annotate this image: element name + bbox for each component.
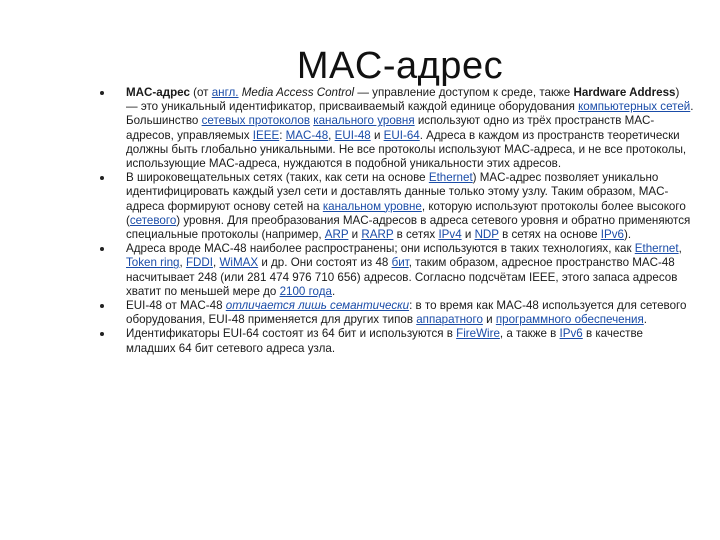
text-run: (от xyxy=(189,86,212,99)
text-link[interactable]: FireWire xyxy=(456,327,500,341)
text-link[interactable]: WiMAX xyxy=(219,256,259,270)
bullet-item xyxy=(98,86,694,171)
text-run: и xyxy=(482,313,496,327)
slide-title: MAC-адрес xyxy=(296,45,504,88)
text-run: используют одно из трёх пространств MAC-адресов, управляемых xyxy=(126,114,655,142)
text-link[interactable]: компьютерных сетей xyxy=(578,100,691,114)
text-run: в сетях на основе xyxy=(498,228,601,242)
text-run: В широковещательных сетях (таких, как сети на основе xyxy=(126,171,429,185)
text-link[interactable]: бит xyxy=(391,256,409,270)
text-run: , xyxy=(213,256,220,270)
text-run: и xyxy=(348,228,362,242)
text-run: , xyxy=(678,242,682,256)
text-link[interactable]: IEEE xyxy=(252,128,280,142)
text-run: Hardware Address xyxy=(573,86,676,99)
text-link[interactable]: Ethernet xyxy=(634,242,679,256)
bullet-item xyxy=(98,171,694,242)
text-link[interactable]: канального уровня xyxy=(313,114,415,128)
bullet-dot-icon xyxy=(100,176,104,180)
text-run: , xyxy=(179,256,186,270)
text-run: Media Access Control xyxy=(241,86,355,99)
text-run: : в то время как MAC-48 используется для сетевого оборудования, EUI-48 применяется для других типов xyxy=(126,299,687,327)
text-link[interactable]: аппаратного xyxy=(416,313,483,327)
text-run: , xyxy=(328,128,335,142)
text-link[interactable]: программного обеспечения xyxy=(495,313,644,327)
bullet-dot-icon xyxy=(100,332,104,336)
text-link[interactable]: RARP xyxy=(361,228,394,242)
text-run: , которую используют протоколы более высокого ( xyxy=(126,199,686,227)
text-link[interactable]: MAC-48 xyxy=(285,128,329,142)
text-run: ) MAC-адрес позволяет уникально идентифицировать каждый узел сети и доставлять данные только этому узлу. Таким образом, MAC-адреса формируют основу сетей на xyxy=(126,171,669,213)
bullet-dot-icon xyxy=(100,91,104,95)
text-run: ) — это уникальный идентификатор, присваиваемый каждой единице оборудования xyxy=(126,86,680,114)
text-run: . xyxy=(643,313,647,327)
bullet-item xyxy=(98,242,694,299)
text-link[interactable]: IPv4 xyxy=(438,228,462,242)
text-link[interactable]: сетевого xyxy=(129,213,177,227)
bullet-dot-icon xyxy=(100,247,104,251)
text-run: , таким образом, адресное пространство MAC-48 насчитывает 248 (или 281 474 976 710 656) адресов. Согласно подсчётам IEEE, этого запаса адресов хватит по меньшей мере до xyxy=(126,256,678,298)
text-run: и xyxy=(461,228,475,242)
text-run: MAC-адрес xyxy=(126,86,190,99)
text-run: . Большинство xyxy=(126,100,694,128)
text-link[interactable]: EUI-48 xyxy=(334,128,371,142)
text-link[interactable]: IPv6 xyxy=(559,327,583,341)
text-link[interactable]: англ. xyxy=(211,86,239,99)
text-run: Адреса вроде MAC-48 наиболее распространены; они используются в таких технологиях, как xyxy=(126,242,635,256)
text-run: и xyxy=(370,128,384,142)
text-link[interactable]: отличается лишь семантически xyxy=(225,299,410,313)
text-run: ) уровня. Для преобразования MAC-адресов в адреса сетевого уровня и обратно применяются специальные протоколы (например, xyxy=(126,213,691,242)
bullet-item xyxy=(98,299,694,327)
text-link[interactable]: FDDI xyxy=(185,256,214,270)
text-run: . xyxy=(331,284,336,298)
bullet-dot-icon xyxy=(100,304,104,308)
text-link[interactable]: ARP xyxy=(324,228,349,242)
text-run: Идентификаторы EUI-64 состоят из 64 бит и используются в xyxy=(126,327,457,341)
text-link[interactable]: IPv6 xyxy=(600,228,624,242)
text-link[interactable]: сетевых протоколов xyxy=(201,114,311,128)
text-link[interactable]: Ethernet xyxy=(428,171,473,185)
bullet-item xyxy=(98,327,694,355)
text-run: в сетях xyxy=(393,228,439,242)
text-link[interactable]: 2100 года xyxy=(279,284,332,298)
text-run: ). xyxy=(623,228,632,242)
text-link[interactable]: Token ring xyxy=(126,256,180,270)
text-run: , а также в xyxy=(499,327,560,341)
bullet-list xyxy=(98,86,694,356)
text-link[interactable]: EUI-64 xyxy=(383,128,420,142)
text-run: EUI-48 от MAC-48 xyxy=(126,299,226,313)
text-link[interactable]: канальном уровне xyxy=(322,199,422,213)
text-run: — управление доступом к среде, также xyxy=(354,86,574,99)
text-run: и др. Они состоят из 48 xyxy=(258,256,392,270)
text-run: . Адреса в каждом из пространств теоретически должны быть глобально уникальными. Не все протоколы используют MAC-адреса, и не все протоколы, использующие MAC-адреса, нуждаются в подобной уникальности этих адресов. xyxy=(126,128,687,171)
text-link[interactable]: NDP xyxy=(474,228,499,242)
text-run: : xyxy=(279,128,286,142)
text-run: в качестве младших 64 бит сетевого адреса узла. xyxy=(126,327,643,355)
